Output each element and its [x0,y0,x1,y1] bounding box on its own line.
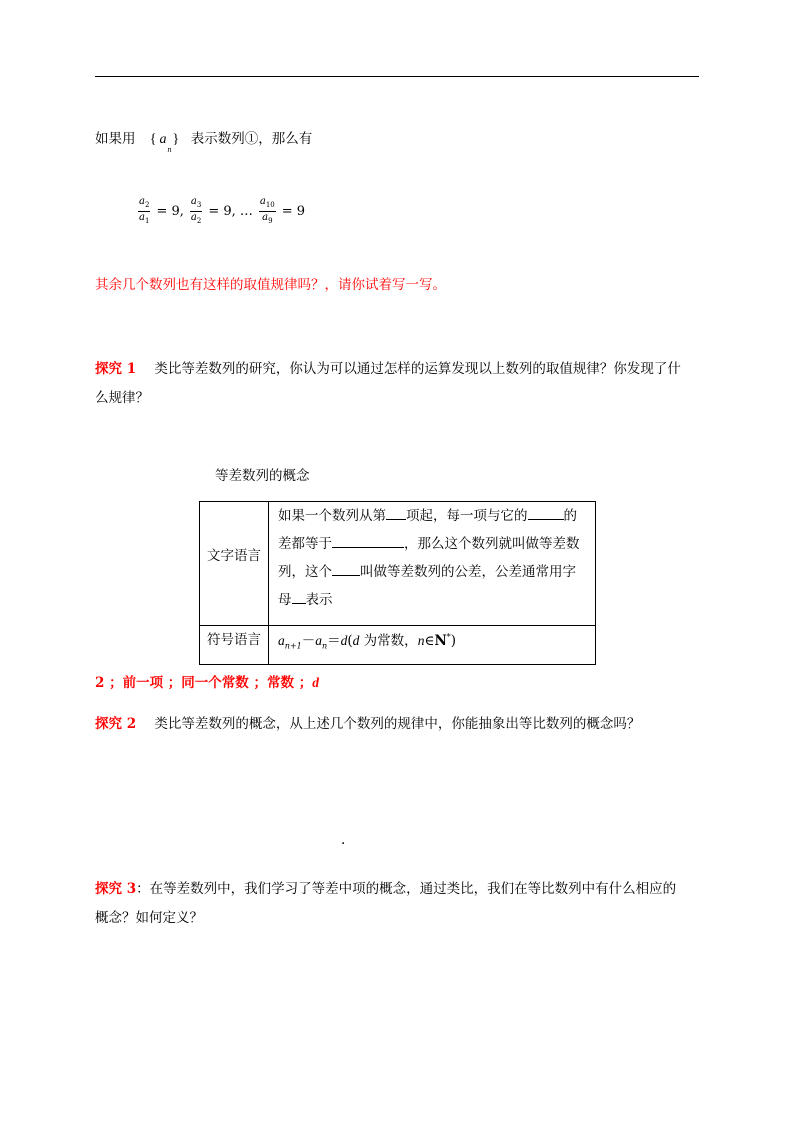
fraction-1: $\frac{a_2}{a_1}$ [139,196,150,225]
row-body-text-language [278,502,580,614]
concept-table [199,501,596,665]
fraction-3: $\frac{a_{10}}{a_9}$ [259,196,275,225]
explore2-line [95,712,640,732]
fraction-2: $\frac{a_3}{a_2}$ [190,196,202,225]
red-question: 其余几个数列也有这样的取值规律吗？，请你试着写一写。 [95,277,446,293]
explore2-text: 类比等差数列的概念，从上述几个数列的规律中，你能抽象出等比数列的概念吗？ [154,716,641,732]
definition-line-3: 列，这个 叫做等差数列的公差，公差通常用字 [278,558,580,586]
explore3-text-2: 概念？如何定义？ [95,910,203,926]
definition-line-2: 差都等于 ，那么这个数列就叫做等差数 [278,530,580,558]
table-row-divider [200,625,595,626]
sequence-notation [149,132,183,154]
ratio-formula [136,196,309,227]
explore1-line1 [95,357,681,377]
explore1-label: 探究 1 [95,361,137,377]
answer-text: 2 ；前一项 ；同一个常数 ；常数 ； [95,675,313,691]
explore3-text-1: ：在等差数列中，我们学习了等差中项的概念，通过类比，我们在等比数列中有什么相应的 [136,881,677,897]
stray-dot: . [341,832,346,848]
set-var: a [159,132,167,147]
equals-3: = 9 [281,204,306,219]
explore1-text-2: 么规律？ [95,390,149,406]
blank-previous-term [528,505,564,520]
answer-d: d [312,675,319,690]
intro-prefix: 如果用 [95,131,136,147]
answer-line [95,671,319,691]
explore2-label: 探究 2 [95,716,137,732]
set-close: } [172,132,180,147]
row-head-symbol-language: 符号语言 [207,632,261,648]
intro-suffix: 表示数列①，那么有 [190,131,313,147]
intro-line [95,127,313,154]
equals-2: = 9, … [208,204,253,219]
table-col-divider [268,502,269,664]
set-sub: n [167,145,172,154]
blank-constant-name [332,561,360,576]
definition-line-4: 母 表示 [278,586,580,614]
blank-letter [292,589,306,604]
header-rule [95,76,699,77]
table-caption: 等差数列的概念 [215,468,310,484]
explore3-line1 [95,877,676,897]
explore3-label: 探究 3 [95,881,137,897]
set-open: { [149,132,157,147]
explore1-text-1: 类比等差数列的研究，你认为可以通过怎样的运算发现以上数列的取值规律？你发现了什 [154,361,681,377]
symbol-formula: $a_{n+1}-a_n=d(d$ 为常数，n∈N*) [278,632,457,651]
definition-line-1: 如果一个数列从第 项起，每一项与它的 的 [278,502,580,530]
blank-constant [332,533,404,548]
equals-1: = 9, [156,204,184,219]
row-head-text-language: 文字语言 [207,548,261,564]
blank-term-index [386,505,406,520]
